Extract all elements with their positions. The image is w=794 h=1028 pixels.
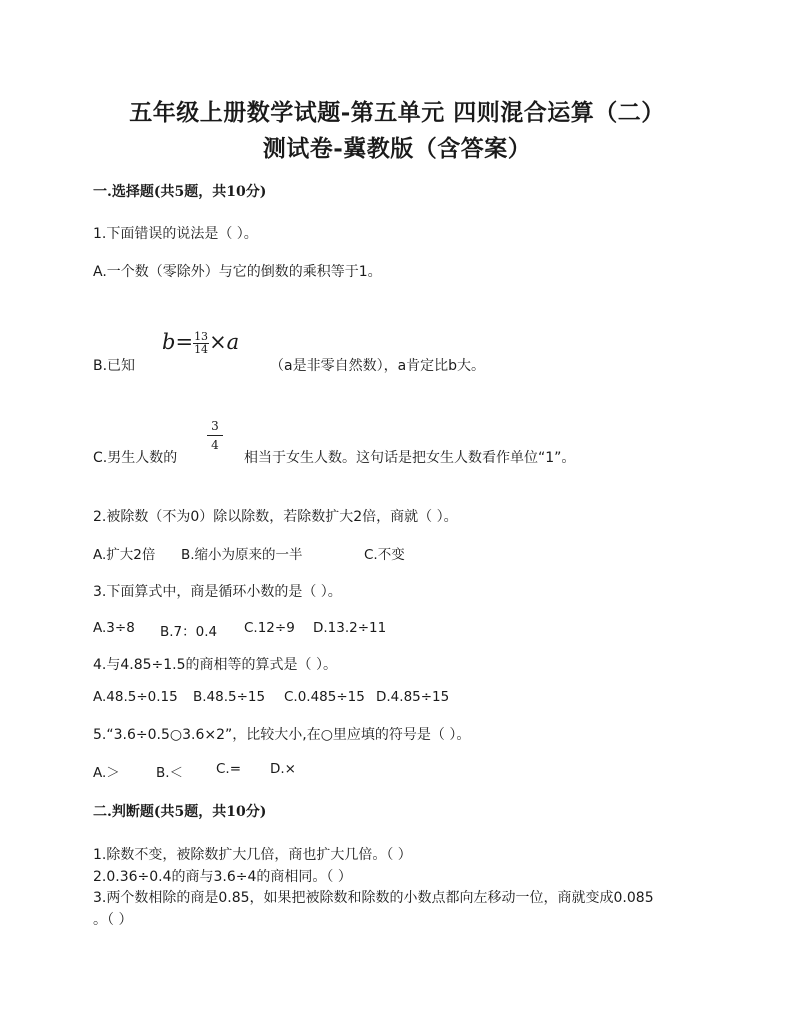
- q1-option-b-suffix: （a是非零自然数），a肯定比b大。: [270, 358, 486, 374]
- q2-option-b: B.缩小为原来的一半: [181, 547, 303, 563]
- q1-option-a: A.一个数（零除外）与它的倒数的乘积等于1。: [93, 264, 382, 280]
- formula-rhs: a: [226, 330, 240, 354]
- page-title-line2: 测试卷-冀教版（含答案）: [262, 135, 532, 162]
- fraction-denominator: 4: [211, 438, 219, 452]
- formula-times: ×: [209, 330, 227, 354]
- q4-option-a: A.48.5÷0.15: [93, 689, 178, 705]
- q1-option-b-prefix: B.已知: [93, 358, 136, 374]
- q1-option-c-prefix: C.男生人数的: [93, 450, 178, 466]
- judge-q3-line1: 3.两个数相除的商是0.85，如果把被除数和除数的小数点都向左移动一位，商就变成0.085: [93, 890, 654, 906]
- q1-stem: 1.下面错误的说法是（ ）。: [93, 226, 258, 242]
- fraction-numerator: 3: [207, 420, 223, 436]
- q5-option-a: A.＞: [93, 765, 120, 781]
- q3-option-b: B.7：0.4: [160, 624, 218, 640]
- formula-lhs: b: [162, 330, 176, 354]
- q2-stem: 2.被除数（不为0）除以除数，若除数扩大2倍，商就（ ）。: [93, 509, 458, 525]
- q1-option-b-formula: [162, 330, 239, 356]
- q5-option-c: C.=: [216, 761, 242, 777]
- q4-option-c: C.0.485÷15: [284, 689, 365, 705]
- q1-option-c-suffix: 相当于女生人数。这句话是把女生人数看作单位“1”。: [244, 450, 576, 466]
- section2-heading: 二.判断题(共5题，共10分): [93, 804, 267, 820]
- formula-equals: =: [175, 330, 194, 354]
- q5-option-b: B.＜: [156, 765, 184, 781]
- q2-option-a: A.扩大2倍: [93, 547, 156, 563]
- q1-option-c-fraction: [207, 420, 223, 452]
- q3-option-c: C.12÷9: [244, 620, 295, 636]
- judge-q3-line2: 。（ ）: [93, 912, 133, 928]
- formula-fraction: [193, 331, 209, 356]
- q4-option-d: D.4.85÷15: [376, 689, 450, 705]
- judge-q1: 1.除数不变，被除数扩大几倍，商也扩大几倍。（ ）: [93, 847, 412, 863]
- section1-heading: 一.选择题(共5题，共10分): [93, 184, 267, 200]
- q4-stem: 4.与4.85÷1.5的商相等的算式是（ ）。: [93, 657, 337, 673]
- formula-numerator: 13: [194, 330, 209, 343]
- formula-denominator: 14: [194, 343, 209, 356]
- q3-option-a: A.3÷8: [93, 620, 135, 636]
- q3-stem: 3.下面算式中，商是循环小数的是（ ）。: [93, 584, 342, 600]
- q3-option-d: D.13.2÷11: [313, 620, 387, 636]
- judge-q2: 2.0.36÷0.4的商与3.6÷4的商相同。（ ）: [93, 869, 352, 885]
- q2-option-c: C.不变: [364, 547, 405, 563]
- q5-option-d: D.×: [270, 761, 296, 777]
- q5-stem: 5.“3.6÷0.5○3.6×2”，比较大小,在○里应填的符号是（ ）。: [93, 727, 471, 743]
- q4-option-b: B.48.5÷15: [193, 689, 266, 705]
- page-title-line1: 五年级上册数学试题-第五单元 四则混合运算（二）: [129, 99, 665, 126]
